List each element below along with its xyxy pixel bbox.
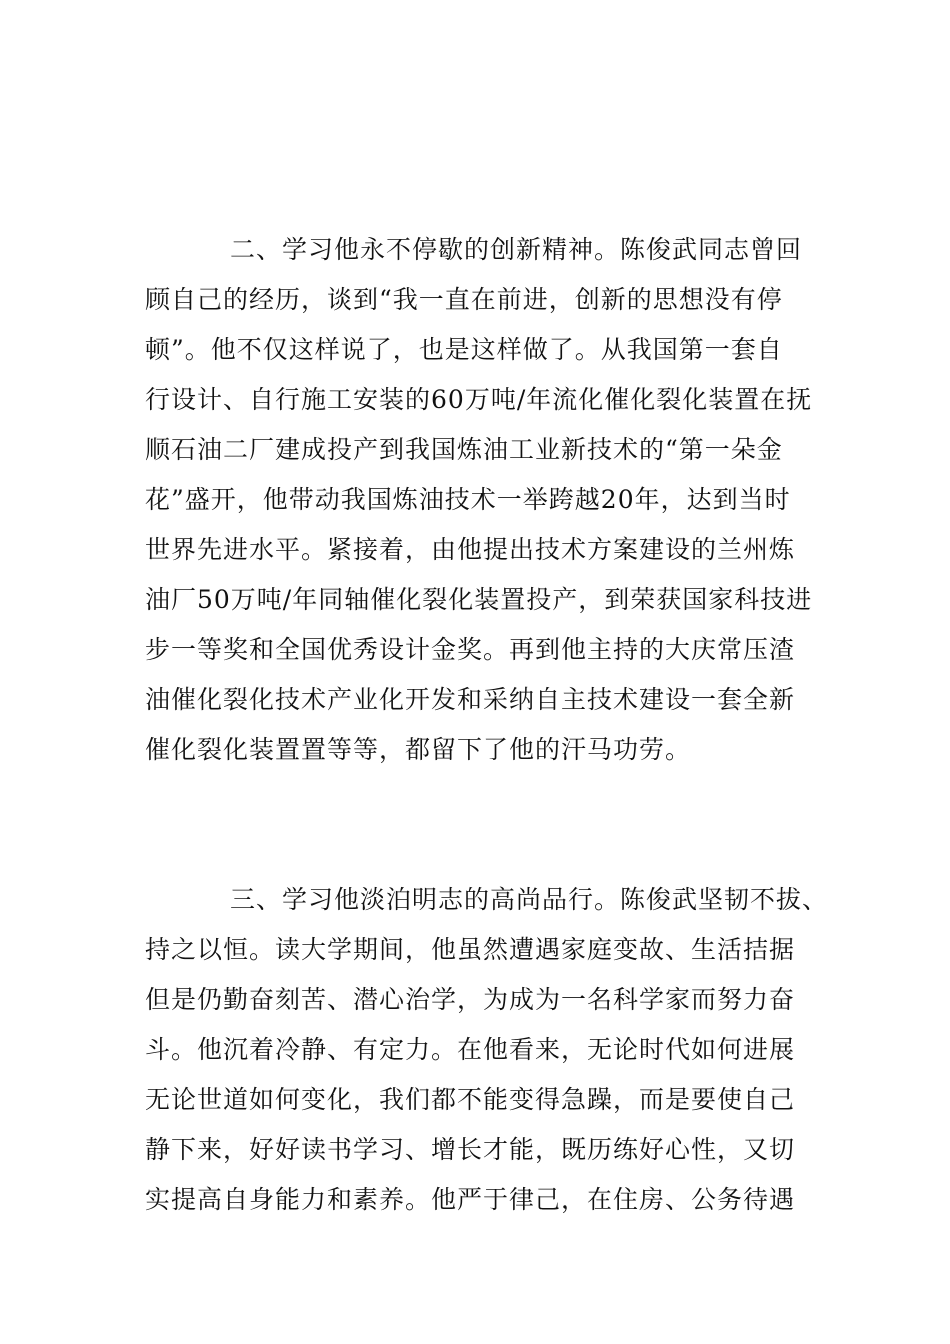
text-line: 花”盛开，他带动我国炼油技术一举跨越20年，达到当时 bbox=[145, 485, 791, 514]
text-line: 静下来，好好读书学习、增长才能，既历练好心性，又切 bbox=[145, 1135, 796, 1164]
text-line: 顿”。他不仅这样说了，也是这样做了。从我国第一套自 bbox=[145, 335, 783, 364]
text-line: 三、学习他淡泊明志的高尚品行。陈俊武坚韧不拔、 bbox=[230, 885, 829, 914]
text-line: 实提高自身能力和素养。他严于律己，在住房、公务待遇 bbox=[145, 1185, 796, 1214]
text-line: 无论世道如何变化，我们都不能变得急躁，而是要使自己 bbox=[145, 1085, 796, 1114]
text-line: 顾自己的经历，谈到“我一直在前进，创新的思想没有停 bbox=[145, 285, 783, 314]
text-line: 催化裂化装置置等等，都留下了他的汗马功劳。 bbox=[145, 735, 692, 764]
text-line: 顺石油二厂建成投产到我国炼油工业新技术的“第一朵金 bbox=[145, 435, 783, 464]
text-line: 油厂50万吨/年同轴催化裂化装置投产，到荣获国家科技进 bbox=[145, 585, 813, 614]
text-line: 世界先进水平。紧接着，由他提出技术方案建设的兰州炼 bbox=[145, 535, 796, 564]
text-line: 行设计、自行施工安装的60万吨/年流化催化裂化装置在抚 bbox=[145, 385, 813, 414]
text-line: 步一等奖和全国优秀设计金奖。再到他主持的大庆常压渣 bbox=[145, 635, 796, 664]
text-line: 油催化裂化技术产业化开发和采纳自主技术建设一套全新 bbox=[145, 685, 796, 714]
text-line: 持之以恒。读大学期间，他虽然遭遇家庭变故、生活拮据 bbox=[145, 935, 796, 964]
text-line: 但是仍勤奋刻苦、潜心治学，为成为一名科学家而努力奋 bbox=[145, 985, 796, 1014]
text-line: 二、学习他永不停歇的创新精神。陈俊武同志曾回 bbox=[230, 235, 803, 264]
text-line: 斗。他沉着冷静、有定力。在他看来，无论时代如何进展 bbox=[145, 1035, 796, 1064]
